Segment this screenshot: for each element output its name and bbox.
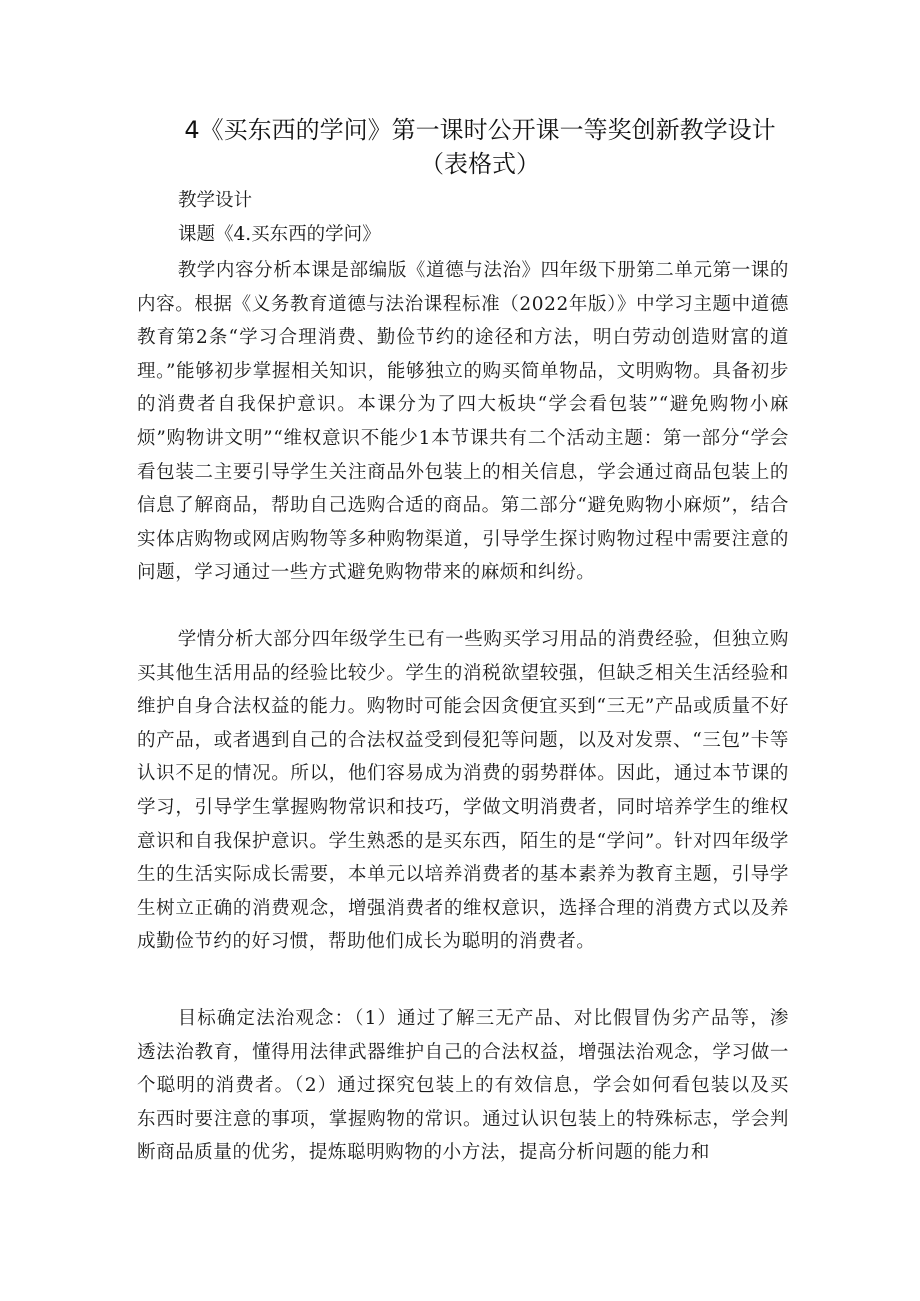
paragraph-objectives: 目标确定法治观念：（1）通过了解三无产品、对比假冒伪劣产品等，渗透法治教育，懂得用法律武器维护自己的合法权益，增强法治观念，学习做一个聪明的消费者。（2）通过探究包装上的有效信息，学会如何看包装以及买东西时要注意的事项，掌握购物的常识。通过认识包装上的特殊标志，学会判断商品质量的优劣，提炼聪明购物的小方法，提高分析问题的能力和: [137, 1008, 789, 1164]
document-title-line-2: （表格式）: [420, 150, 540, 178]
section-label: 教学设计: [178, 190, 253, 211]
paragraph-content-analysis: 教学内容分析本课是部编版《道德与法治》四年级下册第二单元第一课的内容。根据《义务教育道德与法治课程标准（2022年版）》中学习主题中道德教育第2条“学习合理消费、勤俭节约的途径和方法，明白劳动创造财富的道理。”能够初步掌握相关知识，能够独立的购买简单物品，文明购物。具备初步的消费者自我保护意识。本课分为了四大板块“学会看包装”“避免购物小麻烦”购物讲文明”“维权意识不能少1本节课共有二个活动主题：第一部分“学会看包装二主要引导学生关注商品外包装上的相关信息，学会通过商品包装上的信息了解商品，帮助自己选购合适的商品。第二部分“避免购物小麻烦”，结合实体店购物或网店购物等多种购物渠道，引导学生探讨购物过程中需要注意的问题，学习通过一些方式避免购物带来的麻烦和纠纷。: [137, 260, 789, 584]
document-title-line-1: 4《买东西的学问》第一课时公开课一等奖创新教学设计: [184, 116, 776, 144]
lesson-label: 课题《4.买东西的学问》: [178, 224, 381, 245]
paragraph-student-analysis: 学情分析大部分四年级学生已有一些购买学习用品的消费经验，但独立购买其他生活用品的经验比较少。学生的消税欲望较强，但缺乏相关生活经验和维护自身合法权益的能力。购物时可能会因贪便宜买到“三无”产品或质量不好的产品，或者遇到自己的合法权益受到侵犯等问题，以及对发票、“三包”卡等认识不足的情况。所以，他们容易成为消费的弱势群体。因此，通过本节课的学习，引导学生掌握购物常识和技巧，学做文明消费者，同时培养学生的维权意识和自我保护意识。学生熟悉的是买东西，陌生的是“学问”。针对四年级学生的生活实际成长需要，本单元以培养消费者的基本素养为教育主题，引导学生树立正确的消费观念，增强消费者的维权意识，选择合理的消费方式以及养成勤俭节约的好习惯，帮助他们成长为聪明的消费者。: [137, 629, 789, 953]
